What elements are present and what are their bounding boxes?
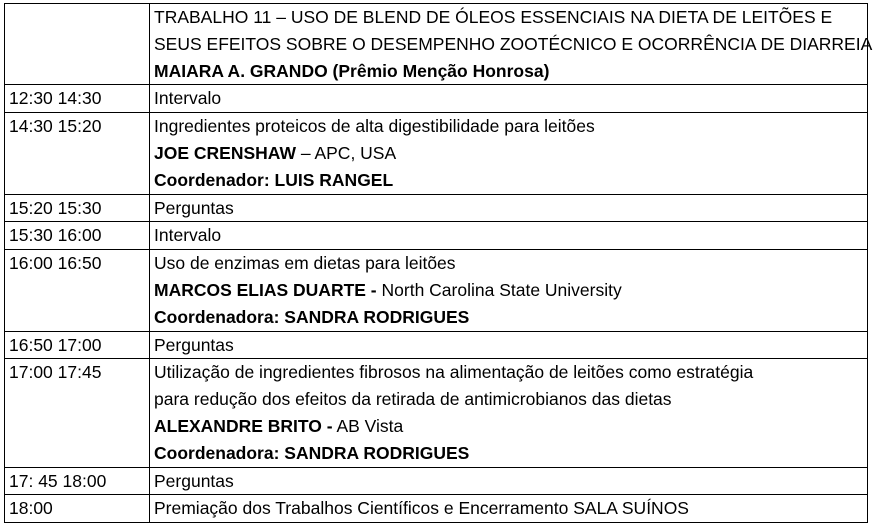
text: SEUS EFEITOS SOBRE O DESEMPENHO ZOOTÉCNICO E OCORRÊNCIA DE DIARREIA bbox=[154, 33, 873, 54]
time-cell: 16:00 16:50 bbox=[5, 250, 150, 331]
content-line bbox=[154, 31, 873, 58]
content-cell bbox=[150, 85, 868, 113]
schedule-row bbox=[5, 222, 868, 250]
content-cell bbox=[150, 359, 868, 467]
time-cell: 17: 45 18:00 bbox=[5, 467, 150, 495]
content-line bbox=[154, 140, 863, 167]
schedule-row bbox=[5, 467, 868, 495]
content-line bbox=[154, 167, 863, 194]
schedule-row bbox=[5, 194, 868, 222]
content-line bbox=[154, 468, 863, 495]
content-cell bbox=[150, 467, 868, 495]
schedule-row bbox=[5, 331, 868, 359]
schedule-row bbox=[5, 85, 868, 113]
text: Intervalo bbox=[154, 88, 222, 109]
schedule-table bbox=[4, 3, 873, 523]
time-cell: 14:30 15:20 bbox=[5, 113, 150, 194]
schedule-row bbox=[5, 4, 868, 85]
bold-text: JOE CRENSHAW bbox=[154, 142, 296, 163]
content-line bbox=[154, 413, 863, 440]
content-line bbox=[154, 85, 863, 112]
content-line bbox=[154, 495, 863, 522]
time-cell: 16:50 17:00 bbox=[5, 331, 150, 359]
content-line bbox=[154, 4, 863, 31]
time-cell: 12:30 14:30 bbox=[5, 85, 150, 113]
text: TRABALHO 11 – USO DE BLEND DE ÓLEOS ESSENCIAIS NA DIETA DE LEITÕES E bbox=[154, 7, 833, 27]
time-cell: 18:00 bbox=[5, 495, 150, 523]
text: Perguntas bbox=[154, 197, 234, 218]
text: – APC, USA bbox=[295, 142, 397, 163]
content-line bbox=[154, 195, 863, 222]
text: Intervalo bbox=[154, 225, 222, 246]
content-cell bbox=[150, 250, 868, 331]
schedule-body bbox=[5, 4, 873, 523]
schedule-row bbox=[5, 359, 868, 467]
content-cell bbox=[150, 495, 868, 523]
content-line bbox=[154, 359, 863, 386]
text: Perguntas bbox=[154, 334, 234, 355]
content-cell bbox=[150, 331, 868, 359]
text: AB Vista bbox=[332, 415, 404, 436]
text: Uso de enzimas em dietas para leitões bbox=[154, 253, 456, 274]
text: para redução dos efeitos da retirada de antimicrobianos das dietas bbox=[154, 389, 672, 410]
content-line bbox=[154, 304, 863, 331]
time-cell: 15:30 16:00 bbox=[5, 222, 150, 250]
text: Premiação dos Trabalhos Científicos e Encerramento SALA SUÍNOS bbox=[154, 498, 689, 519]
text: North Carolina State University bbox=[376, 279, 622, 300]
bold-text: ALEXANDRE BRITO - bbox=[154, 415, 333, 436]
bold-text: MARCOS ELIAS DUARTE - bbox=[154, 279, 377, 300]
bold-text: Coordenadora: SANDRA RODRIGUES bbox=[154, 306, 470, 327]
content-line bbox=[154, 440, 863, 467]
schedule-row bbox=[5, 495, 868, 523]
content-line bbox=[154, 222, 863, 249]
text: Ingredientes proteicos de alta digestibilidade para leitões bbox=[154, 116, 595, 137]
bold-text: Coordenador: LUIS RANGEL bbox=[154, 169, 394, 190]
content-cell bbox=[150, 222, 868, 250]
schedule-row bbox=[5, 250, 868, 331]
content-line bbox=[154, 250, 863, 277]
time-cell: 17:00 17:45 bbox=[5, 359, 150, 467]
time-cell: 15:20 15:30 bbox=[5, 194, 150, 222]
bold-text: Coordenadora: SANDRA RODRIGUES bbox=[154, 442, 470, 463]
text: Utilização de ingredientes fibrosos na alimentação de leitões como estratégia bbox=[154, 362, 754, 383]
content-line bbox=[154, 332, 863, 359]
text: Perguntas bbox=[154, 470, 234, 491]
bold-text: MAIARA A. GRANDO (Prêmio Menção Honrosa) bbox=[154, 60, 550, 81]
content-line bbox=[154, 277, 863, 304]
content-cell bbox=[150, 4, 873, 85]
content-line bbox=[154, 113, 863, 140]
content-cell bbox=[150, 194, 868, 222]
time-cell bbox=[5, 4, 150, 85]
content-line bbox=[154, 386, 863, 413]
content-line bbox=[154, 58, 863, 85]
content-cell bbox=[150, 113, 868, 194]
schedule-row bbox=[5, 113, 868, 194]
